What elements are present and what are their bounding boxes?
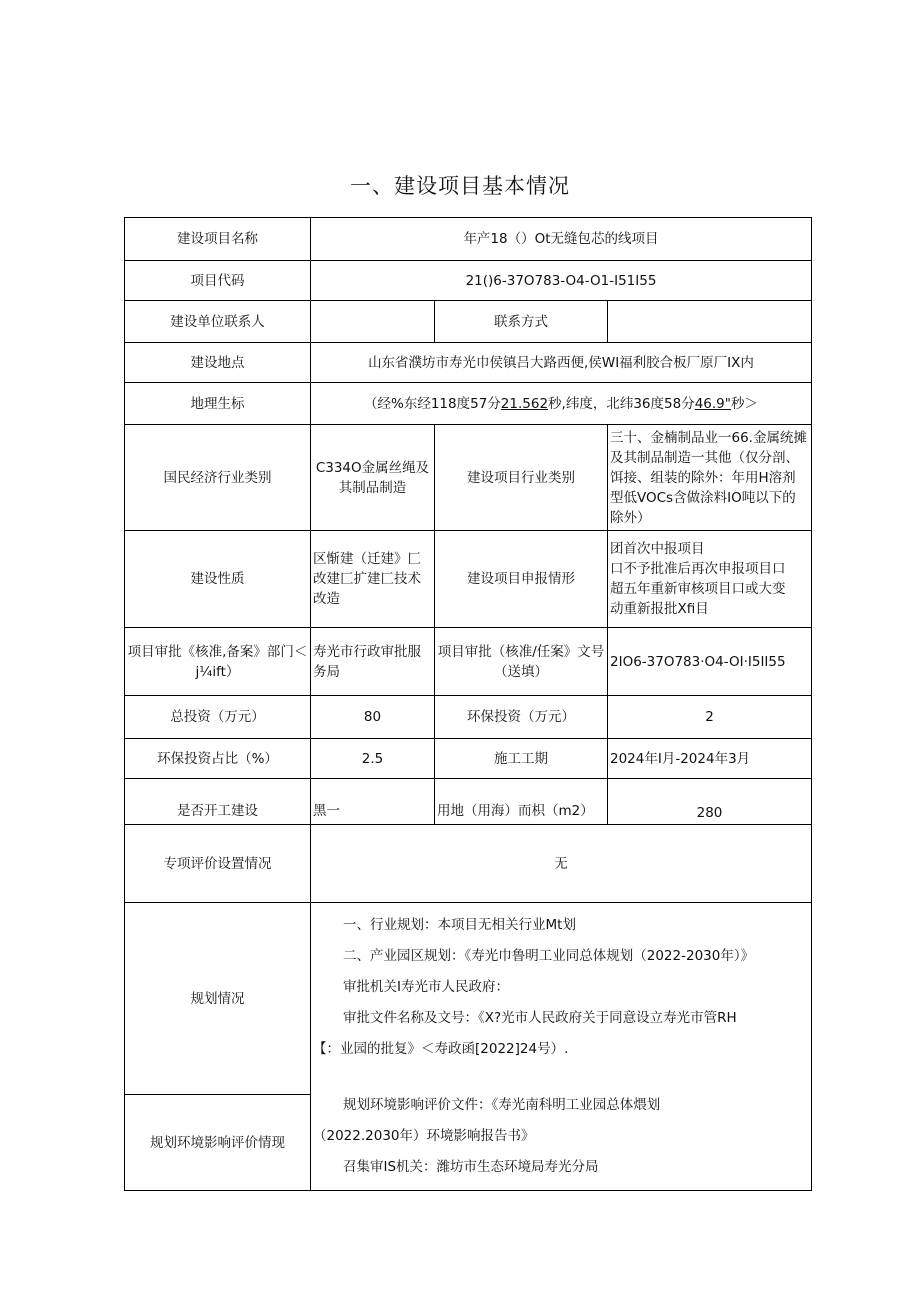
planning-line: 审批文件名称及文号：《X?光市人民政府关于同意设立寿光市管RH — [343, 1009, 737, 1026]
project-name-value: 年产18（）Ot无缝包芯的线项目 — [311, 218, 812, 261]
planning-content — [311, 903, 812, 1191]
location-label: 建设地点 — [125, 343, 311, 383]
planning-line: 【：业园的批复》＜寿政函[2022]24号）. — [313, 1040, 569, 1057]
declaration-situation-value — [608, 531, 812, 628]
planning-env-label: 规划环境影响评价情现 — [125, 1095, 311, 1191]
construction-nature-value: 区惭建（迁建》匚改建匚扩建匚技术改造 — [311, 531, 435, 628]
page-title: 一、建设项目基本情况 — [350, 174, 570, 198]
row-project-name — [125, 218, 812, 261]
row-special-evaluation — [125, 825, 812, 903]
construction-nature-label: 建设性质 — [125, 531, 311, 628]
land-area-value: 280 — [608, 779, 812, 825]
declaration-situation-label: 建设项目申报情形 — [435, 531, 608, 628]
coordinates-suffix: 秒＞ — [730, 395, 758, 412]
contact-method-label: 联系方式 — [435, 301, 608, 343]
latitude-seconds: 46.9" — [694, 395, 731, 412]
row-planning — [125, 903, 812, 1095]
planning-env-line: 召集审IS机关：潍坊市生态环境局寿光分局 — [343, 1158, 599, 1175]
row-approval — [125, 628, 812, 696]
construction-period-label: 施工工期 — [435, 739, 608, 779]
project-industry-label: 建设项目行业类别 — [435, 425, 608, 531]
approval-department-label: 项目审批《核准,备案》部门＜j¼ift） — [125, 628, 311, 696]
started-value: 黑一 — [311, 779, 435, 825]
special-evaluation-value: 无 — [311, 825, 812, 903]
row-project-code — [125, 261, 812, 301]
project-code-value: 21()6-37O783-O4-O1-I51I55 — [311, 261, 812, 301]
special-evaluation-label: 专项评价设置情况 — [125, 825, 311, 903]
construction-period-value: 2024年I月-2024年3月 — [608, 739, 812, 779]
contact-person-label: 建设单位联系人 — [125, 301, 311, 343]
row-investment — [125, 696, 812, 739]
env-ratio-label: 环保投资占比（%） — [125, 739, 311, 779]
row-industry — [125, 425, 812, 531]
coordinates-mid: 秒,纬度，北纬36度58分 — [548, 395, 695, 412]
declaration-line: 口不予批准后再次申报项目口 — [610, 561, 786, 577]
declaration-line: 团首次中报项目 — [610, 541, 705, 557]
contact-method-value — [608, 301, 812, 343]
project-basic-info-table — [124, 217, 812, 1191]
contact-person-value — [311, 301, 435, 343]
land-area-label: 用地（用海）而枳（m2） — [435, 779, 608, 825]
planning-line: 二、产业园区规划：《寿光巾鲁明工业同总体规划（2022-2030年）》 — [343, 947, 755, 964]
planning-line: 一、行业规划：本项目无相关行业Mt划 — [343, 916, 576, 933]
project-code-label: 项目代码 — [125, 261, 311, 301]
started-label: 是否开工建设 — [125, 779, 311, 825]
coordinates-value — [311, 383, 812, 425]
row-started — [125, 779, 812, 825]
approval-department-value: 寿光市行政审批服务局 — [311, 628, 435, 696]
env-investment-label: 环保投资（万元） — [435, 696, 608, 739]
coordinates-label: 地理生标 — [125, 383, 311, 425]
project-name-label: 建设项目名称 — [125, 218, 311, 261]
row-location — [125, 343, 812, 383]
env-ratio-value: 2.5 — [311, 739, 435, 779]
longitude-seconds: 21.562 — [500, 395, 549, 412]
declaration-line: 动重新报批Xfi目 — [610, 601, 709, 617]
row-nature — [125, 531, 812, 628]
approval-number-value: 2IO6-37O783·O4-OI·I5II55 — [608, 628, 812, 696]
industry-category-value: C334O金属丝绳及其制品制造 — [311, 425, 435, 531]
coordinates-prefix: （经%东经118度57分 — [364, 395, 501, 412]
planning-line: 审批机关I寿光市人民政府： — [343, 978, 509, 995]
total-investment-value: 80 — [311, 696, 435, 739]
env-investment-value: 2 — [608, 696, 812, 739]
planning-env-line: 规划环境影响评价文件：《寿光南科明工业园总体煨划 — [343, 1096, 661, 1113]
declaration-line: 超五年重新审核项目口或大变 — [610, 581, 786, 597]
planning-env-line: （2022.2030年）环境影响报告书》 — [313, 1127, 535, 1144]
planning-label: 规划情况 — [125, 903, 311, 1095]
row-contact — [125, 301, 812, 343]
approval-number-label: 项目审批（核准/任案》文号（送填） — [435, 628, 608, 696]
location-value: 山东省濮坊市寿光巾侯镇吕大路西便,侯WI福利胶合板厂原厂IX内 — [311, 343, 812, 383]
industry-category-label: 国民经济行业类别 — [125, 425, 311, 531]
row-ratio — [125, 739, 812, 779]
total-investment-label: 总投资（万元） — [125, 696, 311, 739]
row-coordinates — [125, 383, 812, 425]
project-industry-value: 三十、金楠制品业一66.金属统摊及其制品制造一其他（仅分剖、饵接、组装的除外：年用H溶剂型低VOCs含做涂料IO吨以下的除外） — [608, 425, 812, 531]
